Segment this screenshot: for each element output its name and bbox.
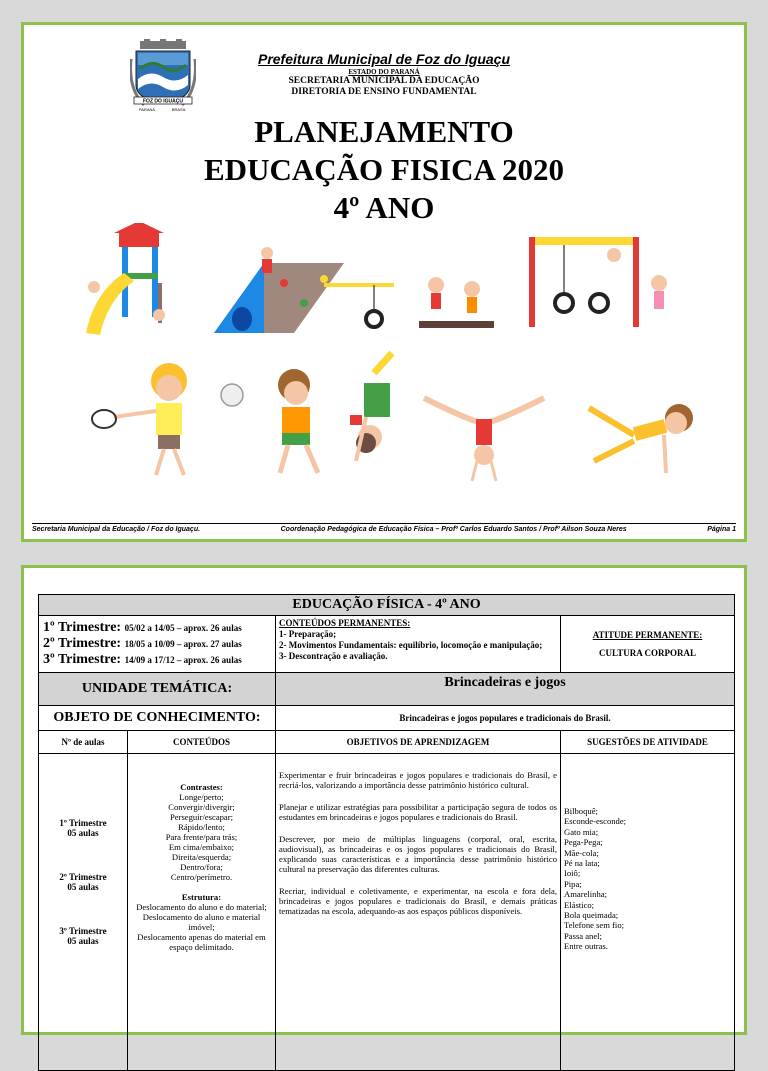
sugestao-item: Mãe-cola; [564, 847, 599, 858]
planning-table [38, 594, 735, 1071]
footer-left-text: Secretaria Municipal da Educação / Foz do Iguaçu. [32, 526, 201, 533]
aulas-cell [39, 754, 128, 1071]
atitude-value: CULTURA CORPORAL [599, 648, 696, 658]
header-info-row [39, 616, 735, 673]
slide-playground-image [86, 223, 165, 335]
content-row [39, 754, 735, 1071]
aulas-trim-1: 1º Trimestre 05 aulas [59, 818, 107, 838]
sugestao-item: Passa anel; [564, 930, 602, 941]
estrutura-item: Deslocamento do aluno e do material; [136, 902, 267, 912]
kids-activities-illustration [74, 223, 714, 493]
planning-page [21, 565, 747, 1035]
table-title-row [39, 595, 735, 616]
conteudos-permanentes-title: CONTEÚDOS PERMANENTES: [279, 618, 411, 628]
sugestao-item: Amarelinha; [564, 889, 607, 900]
institution-header [204, 51, 564, 98]
cartwheel-boy-image [350, 353, 392, 461]
sugestao-item: Gato mia; [564, 826, 599, 837]
logo-sub-left: PARANÁ [138, 107, 156, 112]
aulas-trim-2: 2º Trimestre 05 aulas [59, 872, 107, 892]
aulas-trim-3: 3º Trimestre 05 aulas [59, 926, 107, 946]
monkey-bars-image [529, 237, 667, 327]
contraste-item: Em cima/embaixo; [168, 842, 235, 852]
sugestao-item: Pipa; [564, 878, 582, 889]
coat-of-arms-logo [130, 39, 196, 113]
cover-page [21, 22, 747, 542]
title-line-3: 4º ANO [333, 190, 435, 225]
contraste-item: Centro/perímetro. [170, 872, 233, 882]
col-header-sugestoes: SUGESTÕES DE ATIVIDADE [561, 731, 735, 754]
objetivo-item: Recriar, individual e coletivamente, e experimentar, na escola e fora dela, brincadeiras e jogos populares e tradicionais do Brasil, e demais práticas tematizadas na escola, adequando-as aos espaços públicos disponíveis. [279, 886, 557, 916]
unidade-row [39, 673, 735, 706]
trimestre-2: 2º Trimestre: 18/05 a 10/09 – aprox. 27 aulas [43, 636, 242, 651]
contraste-item: Convergir/divergir; [168, 802, 235, 812]
trimestre-3: 3º Trimestre: 14/09 a 17/12 – aprox. 26 aulas [43, 652, 242, 667]
footer-center-text: Coordenação Pedagógica de Educação Física – Profº Carlos Eduardo Santos / Profº Ailson Souza Neres [280, 526, 627, 533]
climbing-frame-image [214, 247, 394, 333]
balance-beam-image [419, 277, 494, 328]
col-header-aulas: Nº de aulas [39, 731, 128, 754]
tennis-player-image [92, 363, 187, 475]
contrastes-title: Contrastes: [180, 782, 223, 792]
sugestao-item: Telefone sem fio; [564, 920, 625, 931]
conteudos-permanentes-cell [276, 616, 561, 673]
title-line-2: EDUCAÇÃO FISICA 2020 [204, 152, 564, 187]
contraste-item: Para frente/para trás; [165, 832, 238, 842]
logo-banner-text: FOZ DO IGUAÇU [143, 98, 183, 105]
page-footer [32, 523, 736, 533]
contraste-item: Direita/esquerda; [171, 852, 232, 862]
sugestao-item: Pé na lata; [564, 858, 600, 869]
prefeitura-title: Prefeitura Municipal de Foz do Iguaçu [257, 51, 511, 67]
objeto-label: OBJETO DE CONHECIMENTO: [39, 706, 276, 731]
sugestao-item: Bilboquê; [564, 806, 598, 816]
table-title: EDUCAÇÃO FÍSICA - 4º ANO [39, 595, 735, 616]
sugestao-item: Pega-Pega; [564, 837, 603, 848]
contraste-item: Perseguir/escapar; [170, 812, 233, 822]
objeto-value: Brincadeiras e jogos populares e tradicionais do Brasil. [276, 706, 735, 731]
col-header-objetivos: OBJETIVOS DE APRENDIZAGEM [276, 731, 561, 754]
estrutura-item: Deslocamento do aluno e material imóvel; [142, 912, 261, 932]
sugestao-item: Bola queimada; [564, 910, 619, 921]
footer-page-number: Página 1 [707, 526, 736, 533]
conteudo-permanente-item: 1- Preparação; [279, 629, 337, 639]
sugestoes-cell [561, 754, 735, 1071]
objeto-row [39, 706, 735, 731]
estrutura-title: Estrutura: [181, 892, 222, 902]
secretaria-label: SECRETARIA MUNICIPAL DA EDUCAÇÃO [288, 76, 480, 86]
volleyball-player-image [221, 369, 318, 473]
col-header-conteudos: CONTEÚDOS [128, 731, 276, 754]
gymnast-split-image [424, 398, 544, 481]
objetivo-item: Descrever, por meio de múltiplas linguagens (corporal, oral, escrita, audiovisual), as brincadeiras e os jogos populares e tradicionais do Brasil, explicando suas características e a importância desse patrimônio histórico cultural na preservação das diferentes culturas. [279, 834, 557, 874]
sugestao-item: Entre outras. [564, 941, 608, 952]
trimestres-cell [39, 616, 276, 673]
unidade-value: Brincadeiras e jogos [276, 673, 735, 706]
gymnast-lying-image [589, 404, 693, 473]
conteudo-permanente-item: 2- Movimentos Fundamentais: equilíbrio, locomoção e manipulação; [279, 640, 543, 650]
diretoria-label: DIRETORIA DE ENSINO FUNDAMENTAL [291, 87, 477, 97]
objetivo-item: Planejar e utilizar estratégias para possibilitar a participação segura de todos os estudantes em brincadeiras e jogos populares e tradicionais do Brasil. [279, 802, 557, 822]
atitude-title: ATITUDE PERMANENTE: [592, 630, 703, 640]
trimestre-1: 1º Trimestre: 05/02 a 14/05 – aprox. 26 aulas [43, 620, 242, 635]
logo-sub-right: BRASIL [171, 107, 187, 112]
estado-label: ESTADO DO PARANÁ [348, 68, 420, 76]
title-line-1: PLANEJAMENTO [254, 114, 514, 149]
column-header-row [39, 731, 735, 754]
sugestao-item: Elástico; [564, 899, 595, 910]
objetivos-cell [276, 754, 561, 1071]
contraste-item: Rápido/lento; [178, 822, 225, 832]
sugestao-item: Ioiô; [564, 868, 581, 879]
estrutura-item: Deslocamento apenas do material em espaço delimitado. [137, 932, 266, 952]
objetivo-item: Experimentar e fruir brincadeiras e jogos populares e tradicionais do Brasil, e recriá-los, valorizando a importância desse patrimônio histórico cultural. [279, 770, 557, 790]
conteudo-permanente-item: 3- Descontração e avaliação. [279, 651, 388, 661]
sugestao-item: Esconde-esconde; [564, 816, 627, 827]
unidade-label: UNIDADE TEMÁTICA: [39, 673, 276, 706]
conteudos-cell [128, 754, 276, 1071]
contraste-item: Dentro/fora; [180, 862, 223, 872]
atitude-cell [561, 616, 735, 673]
contraste-item: Longe/perto; [179, 792, 224, 802]
